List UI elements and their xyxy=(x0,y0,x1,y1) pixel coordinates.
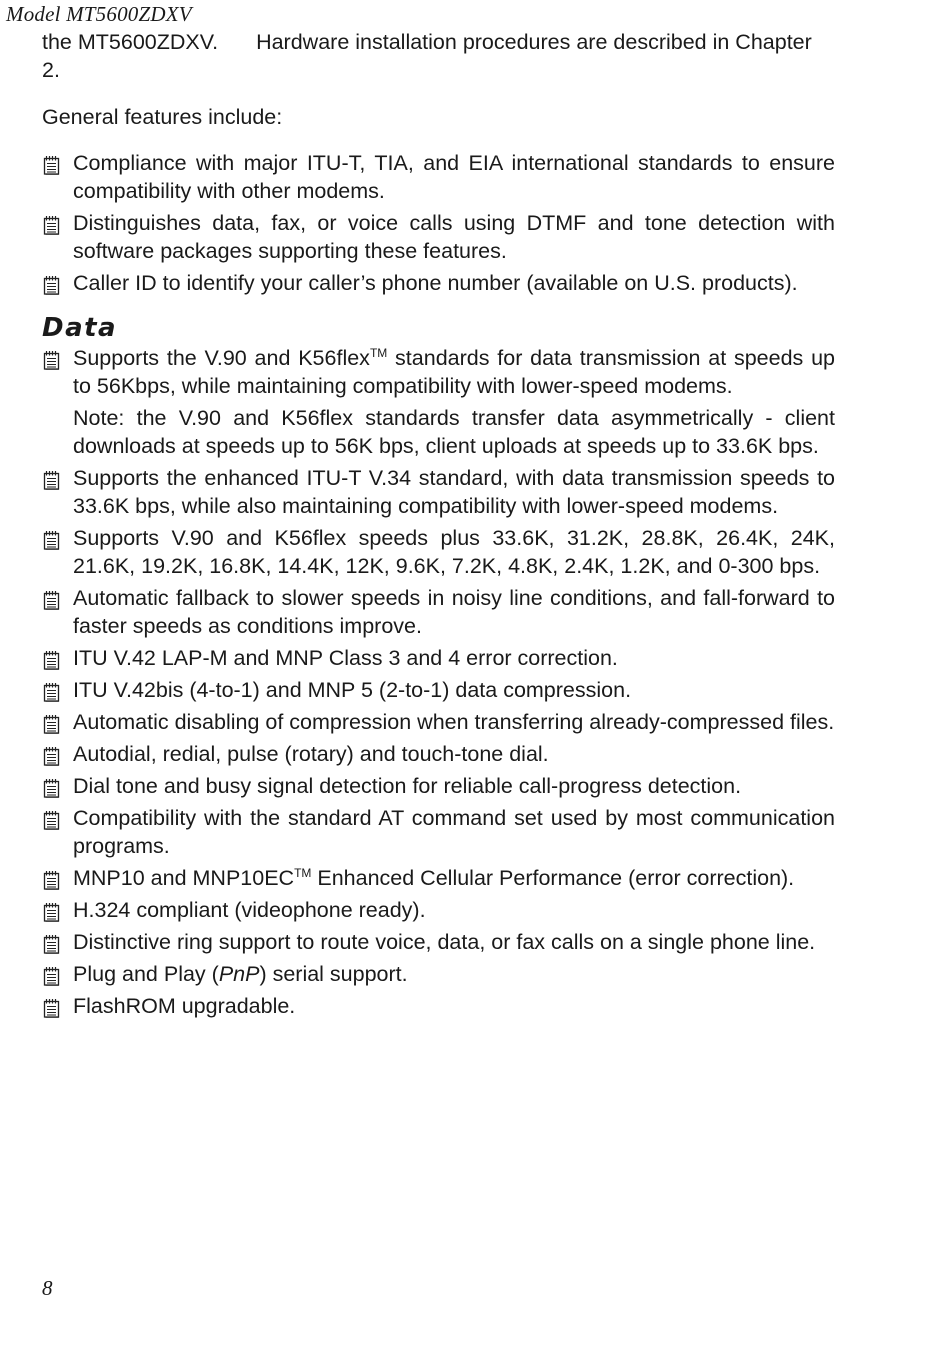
trademark-mark: TM xyxy=(369,346,388,360)
notepad-icon xyxy=(42,154,61,175)
intro-continuation xyxy=(42,28,835,84)
notepad-icon xyxy=(42,965,61,986)
data-features-list xyxy=(42,344,835,400)
list-item xyxy=(42,740,835,768)
list-item xyxy=(42,928,835,956)
list-item-text: FlashROM upgradable. xyxy=(73,994,296,1018)
list-item xyxy=(42,344,835,400)
list-item-text: Supports V.90 and K56flex speeds plus 33.6K, 31.2K, 28.8K, 26.4K, 24K, 21.6K, 19.2K, 16.8K, 14.4K, 12K, 9.6K, 7.2K, 4.8K, 2.4K, 1.2K, and 0-300 bps. xyxy=(73,526,835,578)
notepad-icon xyxy=(42,901,61,922)
list-item-text: H.324 compliant (videophone ready). xyxy=(73,898,426,922)
running-header: Model MT5600ZDXV xyxy=(6,2,192,26)
list-item xyxy=(42,584,835,640)
list-item xyxy=(42,464,835,520)
list-item-text: Automatic fallback to slower speeds in noisy line conditions, and fall-forward to faster speeds as conditions improve. xyxy=(73,586,835,638)
page-number: 8 xyxy=(42,1276,53,1300)
list-item-text: ITU V.42bis (4-to-1) and MNP 5 (2-to-1) data compression. xyxy=(73,678,632,702)
general-features-list xyxy=(42,149,835,297)
notepad-icon xyxy=(42,869,61,890)
notepad-icon xyxy=(42,933,61,954)
list-item-text: Caller ID to identify your caller’s phone number (available on U.S. products). xyxy=(73,271,798,295)
data-note: Note: the V.90 and K56flex standards transfer data asymmetrically - client downloads at speeds up to 56K bps, client uploads at speeds up to 33.6K bps. xyxy=(73,406,835,458)
list-item xyxy=(42,992,835,1020)
list-item xyxy=(42,864,835,892)
list-item-text: Plug and Play ( xyxy=(73,962,219,986)
features-intro: General features include: xyxy=(42,105,283,129)
intro-continuation-b: Hardware installation procedures are described in Chapter 2. xyxy=(42,30,812,82)
list-item-text: Automatic disabling of compression when transferring already-compressed files. xyxy=(73,710,835,734)
list-item-text: Supports the enhanced ITU-T V.34 standard, with data transmission speeds to 33.6K bps, while also maintaining compatibility with lower-speed modems. xyxy=(73,466,835,518)
intro-continuation-a: the MT5600ZDXV. xyxy=(42,30,219,54)
list-item-text: Distinguishes data, fax, or voice calls using DTMF and tone detection with software packages supporting these features. xyxy=(73,211,835,263)
list-item-text: ) serial support. xyxy=(259,962,408,986)
notepad-icon xyxy=(42,469,61,490)
list-item-text: Compliance with major ITU-T, TIA, and EIA international standards to ensure compatibility with other modems. xyxy=(73,151,835,203)
list-item xyxy=(42,804,835,860)
list-item-text: MNP10 and MNP10EC xyxy=(73,866,295,890)
notepad-icon xyxy=(42,589,61,610)
list-item xyxy=(42,149,835,205)
data-features-list-continued xyxy=(42,464,835,1020)
list-item xyxy=(42,269,835,297)
notepad-icon xyxy=(42,529,61,550)
trademark-mark: TM xyxy=(294,866,312,880)
list-item-text: Autodial, redial, pulse (rotary) and touch-tone dial. xyxy=(73,742,549,766)
page-content xyxy=(42,28,835,1024)
list-item-text: standards for data transmission at speeds up to 56Kbps, while maintaining compatibility with lower-speed modems. xyxy=(73,346,835,398)
list-item xyxy=(42,209,835,265)
list-item xyxy=(42,524,835,580)
list-item-text: Distinctive ring support to route voice, data, or fax calls on a single phone line. xyxy=(73,930,816,954)
list-item xyxy=(42,960,835,988)
pnp-abbreviation: PnP xyxy=(218,962,260,986)
list-item-text: Supports the V.90 and K56flex xyxy=(73,346,370,370)
list-item-text: Enhanced Cellular Performance (error correction). xyxy=(311,866,795,890)
list-item-text: Compatibility with the standard AT command set used by most communication programs. xyxy=(73,806,835,858)
notepad-icon xyxy=(42,214,61,235)
notepad-icon xyxy=(42,713,61,734)
list-item xyxy=(42,708,835,736)
notepad-icon xyxy=(42,649,61,670)
notepad-icon xyxy=(42,809,61,830)
list-item-text: ITU V.42 LAP-M and MNP Class 3 and 4 error correction. xyxy=(73,646,618,670)
section-heading-data: Data xyxy=(42,313,118,343)
notepad-icon xyxy=(42,349,61,370)
notepad-icon xyxy=(42,745,61,766)
list-item xyxy=(42,772,835,800)
list-item-text: Dial tone and busy signal detection for reliable call-progress detection. xyxy=(73,774,742,798)
notepad-icon xyxy=(42,274,61,295)
list-item xyxy=(42,644,835,672)
list-item xyxy=(42,896,835,924)
notepad-icon xyxy=(42,681,61,702)
list-item xyxy=(42,676,835,704)
notepad-icon xyxy=(42,997,61,1018)
notepad-icon xyxy=(42,777,61,798)
